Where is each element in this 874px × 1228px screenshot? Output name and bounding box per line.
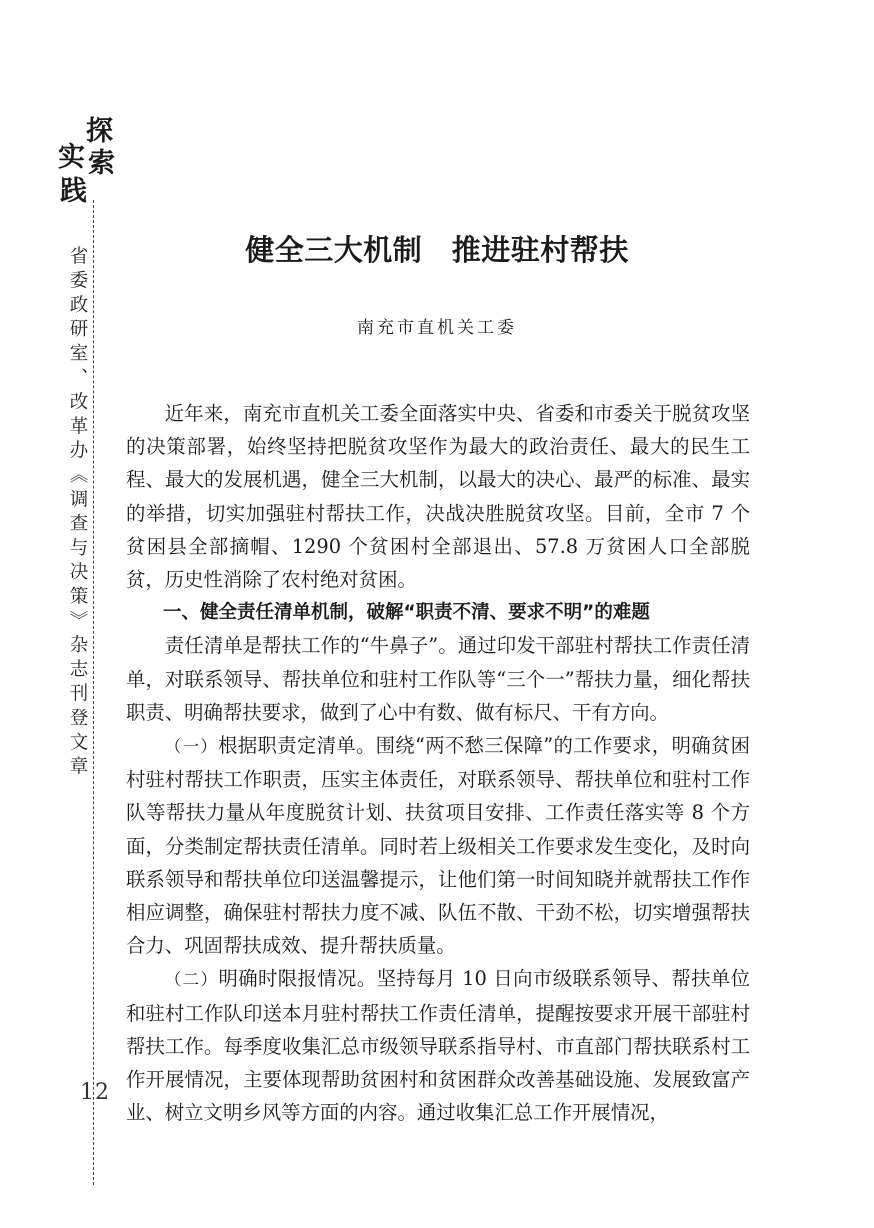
subsection-label: （二） [164, 970, 219, 990]
paragraph [126, 729, 750, 962]
logo-char: 索 [88, 148, 115, 179]
logo-char: 探 [86, 116, 113, 147]
paragraph [126, 962, 750, 1129]
article-title: 健全三大机制 推进驻村帮扶 [245, 233, 629, 267]
sidebar-vertical-caption: 省委政研室、改革办《调查与决策》杂志刊登文章 [67, 246, 88, 781]
subsection-label: （一） [164, 737, 219, 757]
logo-char: 践 [60, 176, 87, 207]
paragraph: 责任清单是帮扶工作的“牛鼻子”。通过印发干部驻村帮扶工作责任清单，对联系领导、帮扶单位和驻村工作队等“三个一”帮扶力量，细化帮扶职责、明确帮扶要求，做到了心中有数、做有标尺、干有方向。 [126, 634, 750, 724]
page-number: 12 [80, 1080, 110, 1105]
paragraph: 近年来，南充市直机关工委全面落实中央、省委和市委关于脱贫攻坚的决策部署，始终坚持把脱贫攻坚作为最大的政治责任、最大的民生工程、最大的发展机遇，健全三大机制，以最大的决心、最严的标准、最实的举措，切实加强驻村帮扶工作，决战决胜脱贫攻坚。目前，全市 7 个贫困县全部摘帽、1290 个贫困村全部退出、57.8 万贫困人口全部脱贫，历史性消除了农村绝对贫困。 [126, 402, 750, 592]
logo-char: 实 [58, 142, 85, 173]
paragraph-text: 根据职责定清单。围绕“两不愁三保障”的工作要求，明确贫困村驻村帮扶工作职责，压实主体责任，对联系领导、帮扶单位和驻村工作队等帮扶力量从年度脱贫计划、扶贫项目安排、工作责任落实等 8 个方面，分类制定帮扶责任清单。同时若上级相关工作要求发生变化，及时向联系领导和帮扶单位印送温馨提示，让他们第一时间知晓并就帮扶工作作相应调整，确保驻村帮扶力度不减、队伍不散、干劲不松，切实增强帮扶合力、巩固帮扶成效、提升帮扶质量。 [126, 734, 750, 958]
article-author: 南充市直机关工委 [357, 318, 517, 338]
dashed-divider [93, 200, 94, 1185]
article-body [126, 397, 750, 1129]
section-heading: 一、健全责任清单机制，破解“职责不清、要求不明”的难题 [163, 602, 650, 624]
paragraph-text: 明确时限报情况。坚持每月 10 日向市级联系领导、帮扶单位和驻村工作队印送本月驻村帮扶工作责任清单，提醒按要求开展干部驻村帮扶工作。每季度收集汇总市级领导联系指导村、市直部门帮扶联系村工作开展情况，主要体现帮助贫困村和贫困群众改善基础设施、发展致富产业、树立文明乡风等方面的内容。通过收集汇总工作开展情况， [126, 967, 750, 1125]
column-logo [56, 118, 120, 218]
